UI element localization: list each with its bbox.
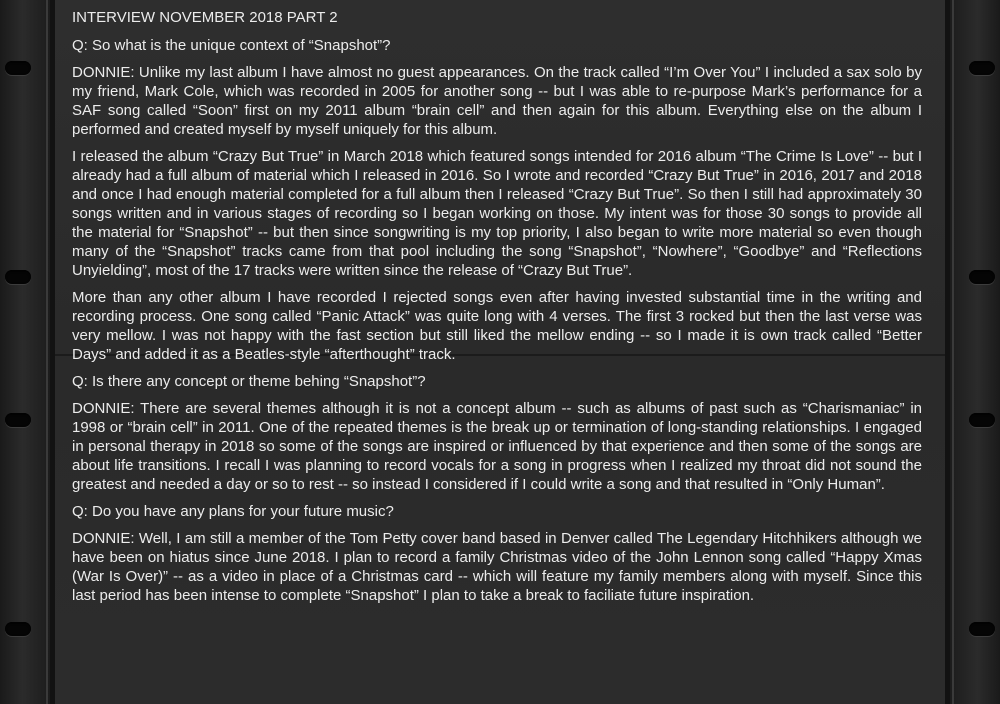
right-rack-rail [950, 0, 1000, 704]
answer-1-paragraph-3: More than any other album I have recorded I rejected songs even after having invested substantial time in the writing and recording process. One song called “Panic Attack” was quite long with 4 verses. The first 3 rocked but then the last verse was very mellow. I was not happy with the fast section but still liked the mellow ending -- so I made it is own track called “Better Days” and added it as a Beatles-style “afterthought” track. [72, 289, 922, 363]
mounting-hole-icon [5, 61, 31, 75]
left-rack-rail [0, 0, 50, 704]
answer-2: DONNIE: There are several themes although it is not a concept album -- such as albums of past such as “Charismaniac” in 1998 or “brain cell” in 2011. One of the repeated themes is the break up or termination of long-standing relationships. I engaged in personal therapy in 2018 so some of the songs are inspired or influenced by that experience and then some of the songs are about life transitions. I recall I was planning to record vocals for a song in progress when I realized my throat did not sound the greatest and needed a day or so to rest -- so instead I considered if I could write a song and that resulted in “Only Human”. [72, 400, 922, 493]
mounting-hole-icon [969, 413, 995, 427]
mounting-hole-icon [5, 413, 31, 427]
interview-text [72, 8, 922, 613]
mounting-hole-icon [969, 61, 995, 75]
mounting-hole-icon [969, 270, 995, 284]
mounting-hole-icon [5, 622, 31, 636]
mounting-hole-icon [969, 622, 995, 636]
question-3: Q: Do you have any plans for your future music? [72, 503, 394, 520]
interview-heading: INTERVIEW NOVEMBER 2018 PART 2 [72, 9, 338, 26]
question-1: Q: So what is the unique context of “Snapshot”? [72, 37, 391, 54]
mounting-hole-icon [5, 270, 31, 284]
answer-1-paragraph-2: I released the album “Crazy But True” in March 2018 which featured songs intended for 2016 album “The Crime Is Love” -- but I already had a full album of material which I released in 2016. So I wrote and recorded “Crazy But True” in 2016, 2017 and 2018 and once I had enough material completed for a full album then I released “Crazy But True”. So then I still had approximately 30 songs written and in various stages of recording so I began working on those. My intent was for those 30 songs to provide all the material for “Snapshot” -- but then since songwriting is my top priority, I also began to write more material so even though many of the “Snapshot” tracks came from that pool including the song “Snapshot”, “Nowhere”, “Goodbye” and “Reflections Unyielding”, most of the 17 tracks were written since the release of “Crazy But True”. [72, 148, 922, 279]
answer-3: DONNIE: Well, I am still a member of the Tom Petty cover band based in Denver called The Legendary Hitchhikers although we have been on hiatus since June 2018. I plan to record a family Christmas video of the John Lennon song called “Happy Xmas (War Is Over)” -- as a video in place of a Christmas card -- which will feature my family members along with myself. Since this last period has been intense to complete “Snapshot” I plan to take a break to faciliate future inspiration. [72, 530, 922, 604]
answer-1-paragraph-1: DONNIE: Unlike my last album I have almost no guest appearances. On the track called “I’m Over You” I included a sax solo by my friend, Mark Cole, which was recorded in 2005 for another song -- but I was able to re-purpose Mark’s performance for a SAF song called “Soon” first on my 2011 album “brain cell” and then again for this album. Everything else on the album I performed and created myself by myself uniquely for this album. [72, 64, 922, 138]
rail-edge [952, 0, 954, 704]
question-2: Q: Is there any concept or theme behing “Snapshot”? [72, 373, 426, 390]
rail-edge [46, 0, 48, 704]
